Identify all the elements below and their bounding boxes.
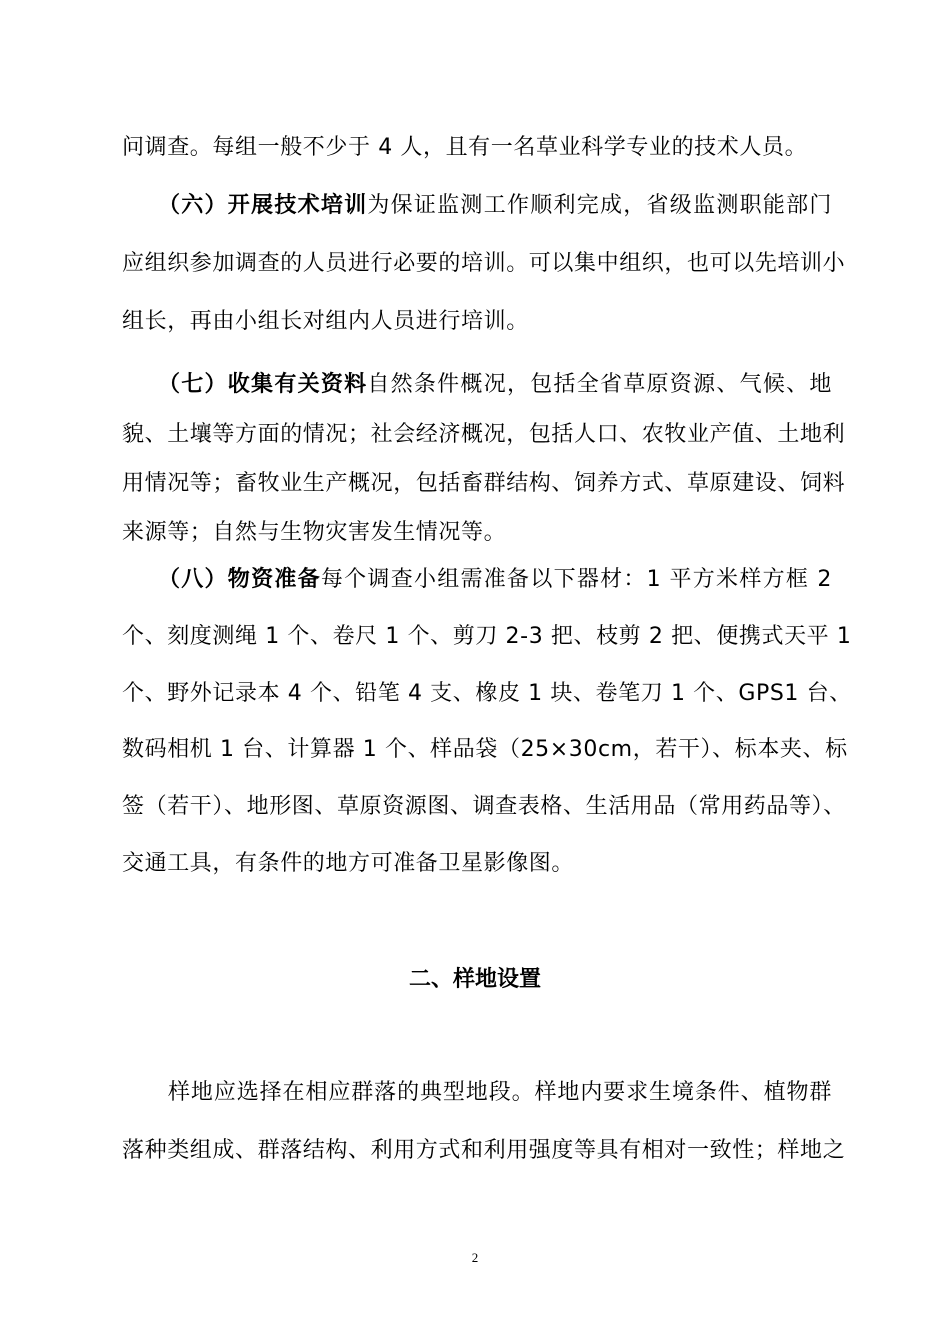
paragraph-seven-heading: （七）收集有关资料 bbox=[158, 372, 368, 397]
section-heading: 二、样地设置 bbox=[408, 967, 541, 992]
text-line: 组长，再由小组长对组内人员进行培训。 bbox=[122, 309, 529, 334]
paragraph-six-text: 为保证监测工作顺利完成，省级监测职能部门 bbox=[367, 193, 832, 218]
paragraph-seven-line-1 bbox=[122, 370, 832, 400]
text-line: 签（若干）、地形图、草原资源图、调查表格、生活用品（常用药品等）、 bbox=[122, 794, 846, 819]
text-line: 用情况等；畜牧业生产概况，包括畜群结构、饲养方式、草原建设、饲料 bbox=[122, 471, 846, 496]
paragraph-six-line-1 bbox=[122, 191, 832, 221]
text-line: 应组织参加调查的人员进行必要的培训。可以集中组织，也可以先培训小 bbox=[122, 251, 846, 276]
text-line: 数码相机 1 台、计算器 1 个、样品袋（25×30cm，若干）、标本夹、标 bbox=[122, 737, 848, 762]
text-line: 个、刻度测绳 1 个、卷尺 1 个、剪刀 2-3 把、枝剪 2 把、便携式天平 1 bbox=[122, 624, 852, 649]
paragraph-six-heading: （六）开展技术培训 bbox=[158, 193, 368, 218]
page-number: 2 bbox=[471, 1250, 479, 1265]
paragraph-eight-text: 每个调查小组需准备以下器材：1 平方米样方框 2 bbox=[320, 567, 832, 592]
paragraph-seven-text: 自然条件概况，包括全省草原资源、气候、地 bbox=[367, 372, 832, 397]
text-line: 来源等；自然与生物灾害发生情况等。 bbox=[122, 520, 507, 545]
paragraph-eight-heading: （八）物资准备 bbox=[158, 567, 321, 592]
text-line: 落种类组成、群落结构、利用方式和利用强度等具有相对一致性；样地之 bbox=[122, 1138, 846, 1163]
text-line: 问调查。每组一般不少于 4 人，且有一名草业科学专业的技术人员。 bbox=[122, 135, 808, 160]
text-line: 样地应选择在相应群落的典型地段。样地内要求生境条件、植物群 bbox=[168, 1080, 832, 1105]
text-line: 貌、土壤等方面的情况；社会经济概况，包括人口、农牧业产值、土地利 bbox=[122, 422, 846, 447]
paragraph-eight-line-1 bbox=[122, 565, 832, 595]
text-line: 个、野外记录本 4 个、铅笔 4 支、橡皮 1 块、卷笔刀 1 个、GPS1 台、 bbox=[122, 681, 852, 706]
text-line: 交通工具，有条件的地方可准备卫星影像图。 bbox=[122, 851, 575, 876]
